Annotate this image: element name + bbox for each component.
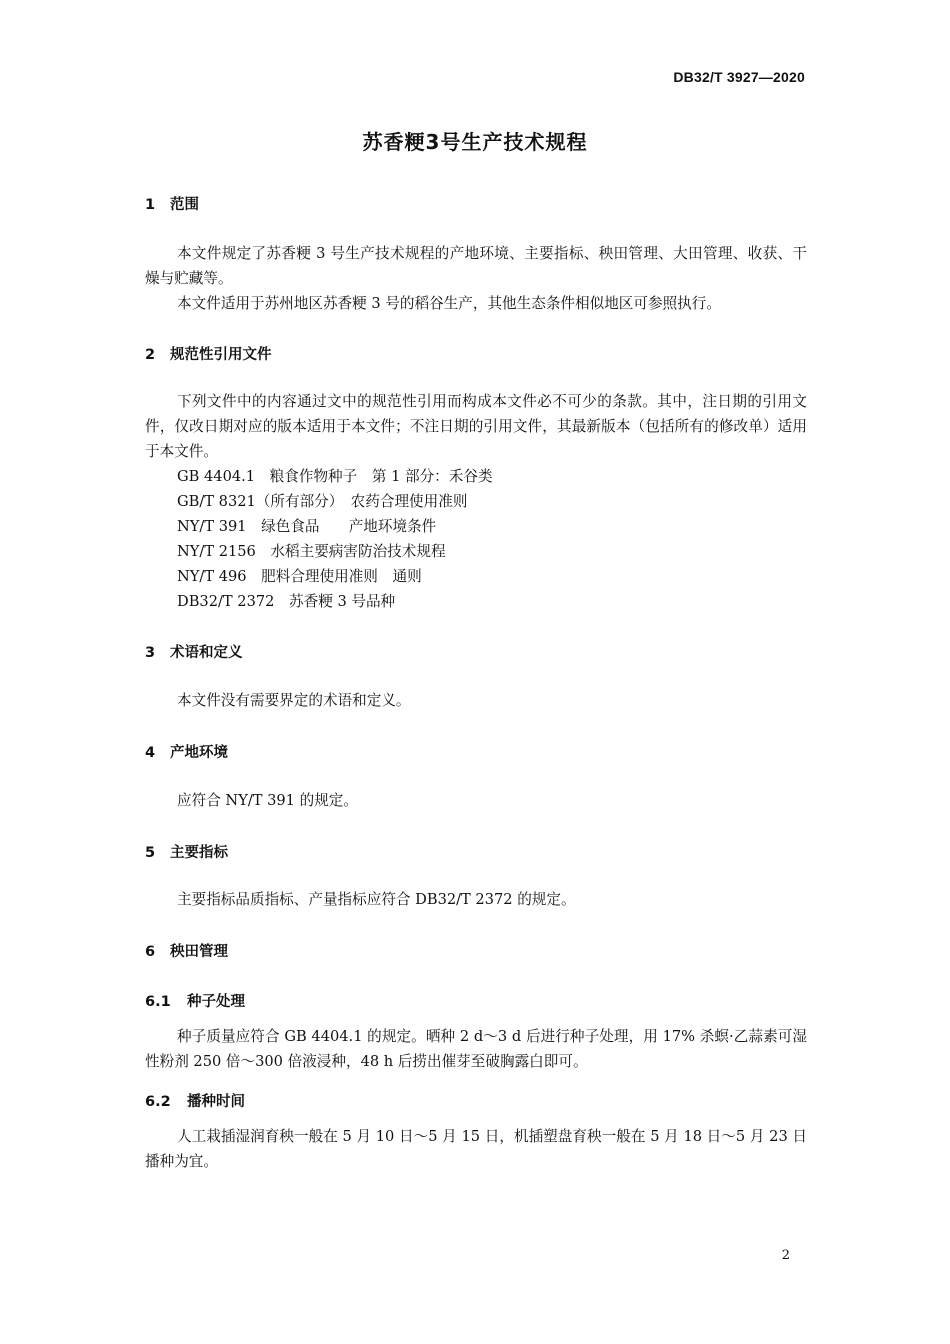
section-1-paragraph-1: 本文件规定了苏香粳 3 号生产技术规程的产地环境、主要指标、秧田管理、大田管理、收获、干燥与贮藏等。	[145, 245, 807, 287]
section-2-paragraph: 下列文件中的内容通过文中的规范性引用而构成本文件必不可少的条款。其中，注日期的引用文件，仅改日期对应的版本适用于本文件；不注日期的引用文件，其最新版本（包括所有的修改单）适用于本文件。	[145, 393, 807, 460]
section-5-heading	[145, 841, 228, 862]
subsection-number: 6.1	[145, 994, 171, 1010]
reference-item: NY/T 391 绿色食品 产地环境条件	[177, 518, 437, 535]
subsection-title: 播种时间	[187, 1094, 245, 1110]
section-4-heading	[145, 741, 228, 762]
section-title: 规范性引用文件	[170, 347, 272, 363]
section-6-1-heading	[145, 990, 245, 1011]
page-number: 2	[781, 1248, 790, 1263]
reference-item: DB32/T 2372 苏香粳 3 号品种	[177, 593, 396, 610]
section-3-heading	[145, 641, 243, 662]
subsection-title: 种子处理	[187, 994, 245, 1010]
reference-item: GB 4404.1 粮食作物种子 第 1 部分：禾谷类	[177, 468, 493, 485]
reference-item: GB/T 8321（所有部分） 农药合理使用准则	[177, 493, 468, 510]
section-title: 产地环境	[170, 745, 228, 761]
section-1-heading	[145, 193, 199, 214]
section-2-heading	[145, 343, 272, 364]
section-5-paragraph: 主要指标品质指标、产量指标应符合 DB32/T 2372 的规定。	[177, 891, 576, 908]
section-6-2-paragraph: 人工栽插湿润育秧一般在 5 月 10 日～5 月 15 日，机插塑盘育秧一般在 5 月 18 日～5 月 23 日播种为宜。	[145, 1128, 807, 1170]
section-6-2-heading	[145, 1090, 245, 1111]
section-number: 5	[145, 845, 156, 861]
section-number: 2	[145, 347, 156, 363]
subsection-number: 6.2	[145, 1094, 171, 1110]
section-title: 术语和定义	[170, 645, 243, 661]
section-number: 4	[145, 745, 156, 761]
section-3-paragraph: 本文件没有需要界定的术语和定义。	[177, 692, 411, 709]
section-1-paragraph-2: 本文件适用于苏州地区苏香粳 3 号的稻谷生产，其他生态条件相似地区可参照执行。	[177, 295, 721, 312]
section-number: 1	[145, 197, 156, 213]
document-title: 苏香粳3号生产技术规程	[362, 130, 588, 154]
reference-item: NY/T 496 肥料合理使用准则 通则	[177, 568, 422, 585]
section-title: 范围	[170, 197, 199, 213]
standard-code: DB32/T 3927—2020	[673, 69, 805, 85]
reference-item: NY/T 2156 水稻主要病害防治技术规程	[177, 543, 446, 560]
section-title: 主要指标	[170, 845, 228, 861]
section-number: 3	[145, 645, 156, 661]
section-4-paragraph: 应符合 NY/T 391 的规定。	[177, 792, 358, 809]
section-number: 6	[145, 944, 156, 960]
section-6-1-paragraph: 种子质量应符合 GB 4404.1 的规定。晒种 2 d～3 d 后进行种子处理，用 17% 杀螟·乙蒜素可湿性粉剂 250 倍～300 倍液浸种，48 h 后捞出催芽至破胸露白即可。	[145, 1028, 807, 1070]
section-6-heading	[145, 940, 228, 961]
section-title: 秧田管理	[170, 944, 228, 960]
